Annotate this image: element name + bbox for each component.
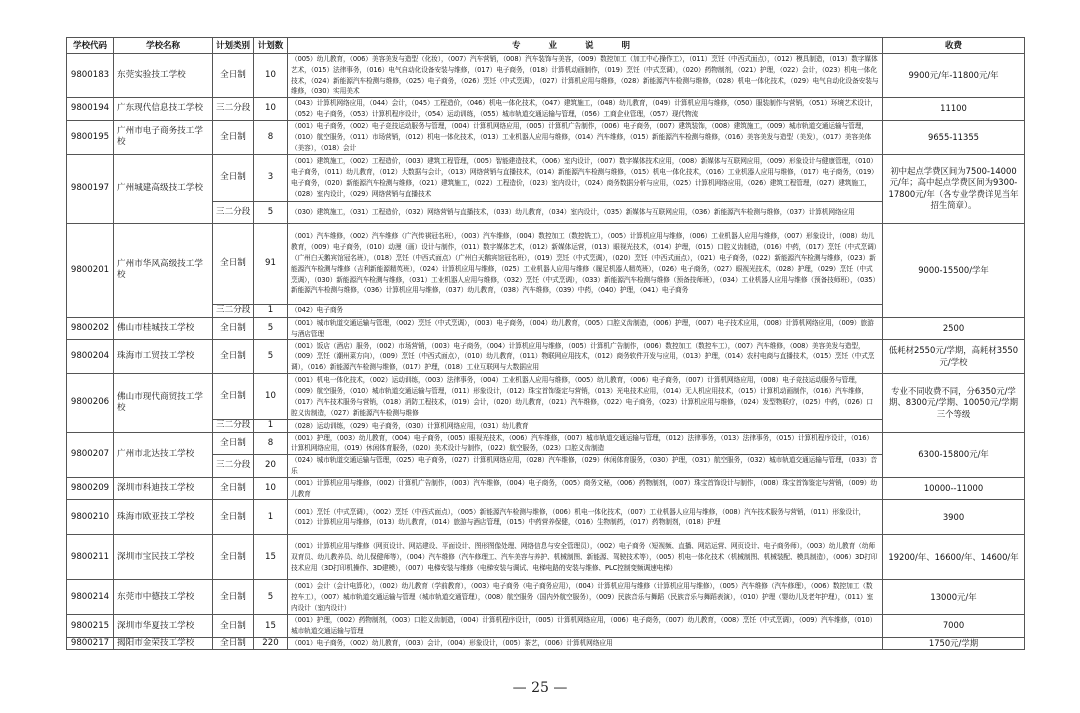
tuition-fee: 19200/年、16600/年、14600/年 — [883, 535, 1025, 580]
table-row — [67, 432, 1025, 455]
major-description: （001）计算机应用与维修，（002）计算机广告制作，（003）汽车维修，（004）电子商务，（005）商务文秘，（006）药物制剂，（007）珠宝首饰设计与制作，（008）珠宝首饰鉴定与营销，（009）幼儿教育 — [288, 477, 883, 500]
plan-count: 3 — [254, 154, 288, 201]
plan-count: 10 — [254, 374, 288, 420]
school-name: 深圳市华夏技工学校 — [114, 615, 213, 638]
school-name: 深圳市科迪技工学校 — [114, 477, 213, 500]
enrollment-table — [66, 37, 1025, 650]
table-row — [67, 580, 1025, 615]
major-description: （024）城市轨道交通运输与管理，（025）电子商务，（027）计算机网络应用，（028）汽车维修，（029）休闲体育服务，（030）护理，（031）航空服务，（032）城市轨道交通运输与管理，（033）音乐 — [288, 455, 883, 478]
table-row — [67, 54, 1025, 98]
school-name: 珠海市工贸技工学校 — [114, 340, 213, 374]
plan-type: 全日制 — [213, 374, 254, 420]
major-description: （001）护理，（002）药物制剂，（003）口腔义齿制造，（004）计算机程序设计，（005）计算机网络应用，（006）电子商务，（007）幼儿教育，（008）烹饪（中式烹调），（009）汽车维修，（010）城市轨道交通运输与管理 — [288, 615, 883, 638]
major-description: （001）城市轨道交通运输与管理，（002）烹饪（中式烹调），（003）电子商务，（004）幼儿教育，（005）口腔义齿制造，（006）护理，（007）电子技术应用，（008）计算机网络应用，（009）旅游与酒店管理 — [288, 317, 883, 340]
plan-count: 1 — [254, 420, 288, 432]
major-description: （001）电子商务，（002）电子竞技运动服务与管理，（004）计算机网络应用，（005）计算机广告制作，（006）电子商务，（007）建筑装饰，（008）建筑施工，（009）城市轨道交通运输与管理，（010）航空服务，（011）市场营销，（012）机电一体化技术，（013）工业机器人应用与维修，（014）汽车维修，（015）新能源汽车检测与维修，（016）美容美发与造型（美发），（017）美容美体（美容），（018）会计 — [288, 120, 883, 154]
plan-type: 全日制 — [213, 54, 254, 98]
school-code: 9800197 — [67, 154, 114, 223]
major-description: （001）建筑施工，（002）工程造价，（003）建筑工程管理，（005）智能建造技术，（006）室内设计，（007）数字媒体技术应用，（008）新媒体与互联网应用，（009）形象设计与健康管理，（010）电子商务，（011）幼儿教育，（012）大数据与会计，（013）网络营销与直播技术，（014）新能源汽车检测与维修，（015）机电一体化技术，（016）工业机器人应用与维修，（017）电子商务，（019）电子商务，（020）新能源汽车检测与维修，（021）建筑施工，（022）工程造价，（023）室内设计，（024）商务数据分析与应用，（025）计算机网络应用，（026）建筑工程管理，（027）建筑施工，（028）室内设计，（029）网络营销与直播技术 — [288, 154, 883, 201]
major-description: （030）建筑施工，（031）工程造价，（032）网络营销与直播技术，（033）幼儿教育，（034）室内设计，（035）新媒体与互联网应用，（036）新能源汽车检测与维修，（037）计算机网络应用 — [288, 201, 883, 223]
table-row — [67, 477, 1025, 500]
plan-count: 220 — [254, 637, 288, 650]
header-fee: 收费 — [883, 38, 1025, 54]
table-row — [67, 120, 1025, 154]
tuition-fee: 9655-11355 — [883, 120, 1025, 154]
plan-type: 全日制 — [213, 120, 254, 154]
major-description: （043）计算机网络应用，（044）会计，（045）工程造价，（046）机电一体化技术，（047）建筑施工，（048）幼儿教育，（049）计算机应用与维修，（050）服装制作与营销，（051）环境艺术设计，（052）电子商务，（053）计算机程序设计，（054）运动训练，（055）城市轨道交通运输与管理，（056）工商企业管理，（057）现代物流 — [288, 98, 883, 121]
plan-count: 10 — [254, 98, 288, 121]
major-description: （001）机电一体化技术，（002）运动训练，（003）法律事务，（004）工业机器人应用与维修，（005）幼儿教育，（006）电子商务，（007）计算机网络应用，（008）电子竞技运动服务与管理，（009）航空服务，（010）城市轨道交通运输与管理，（011）形象设计，（012）珠宝首饰鉴定与营销，（013）光电技术应用，（014）无人机应用技术，（015）计算机动画制作，（016）汽车维修，（017）汽车技术服务与营销，（018）消防工程技术，（019）会计，（020）幼儿教育，（021）汽车维修，（022）电子商务，（023）计算机应用与维修，（024）发型物联疗，（025）中药，（026）口腔义齿制造，（027）新能源汽车检测与维修 — [288, 374, 883, 420]
school-name: 广州市北达技工学校 — [114, 432, 213, 477]
school-name: 广州城建高级技工学校 — [114, 154, 213, 223]
plan-count: 8 — [254, 120, 288, 154]
tuition-fee: 7000 — [883, 615, 1025, 638]
school-code: 9800217 — [67, 637, 114, 650]
major-description: （042）电子商务 — [288, 304, 883, 317]
school-name: 佛山市桂城技工学校 — [114, 317, 213, 340]
tuition-fee: 10000--11000 — [883, 477, 1025, 500]
table-row — [67, 615, 1025, 638]
plan-type: 全日制 — [213, 637, 254, 650]
plan-type: 全日制 — [213, 500, 254, 535]
tuition-fee: 3900 — [883, 500, 1025, 535]
page-number: — 25 — — [512, 680, 568, 696]
plan-count: 15 — [254, 535, 288, 580]
major-description: （001）护理，（003）幼儿教育，（004）电子商务，（005）眼视光技术，（006）汽车维修，（007）城市轨道交通运输与管理，（012）法律事务，（013）法律事务，（015）计算机程序设计，（016）计算机网络应用，（019）休闲体育服务，（020）美术设计与制作，（022）航空服务，（023）口腔义齿制造 — [288, 432, 883, 455]
plan-type: 三二分段 — [213, 201, 254, 223]
school-code: 9800202 — [67, 317, 114, 340]
tuition-fee: 9900元/年-11800元/年 — [883, 54, 1025, 98]
table-row — [67, 340, 1025, 374]
plan-type: 三二分段 — [213, 455, 254, 478]
school-name: 广州市电子商务技工学校 — [114, 120, 213, 154]
plan-count: 5 — [254, 340, 288, 374]
plan-type: 全日制 — [213, 477, 254, 500]
header-plan-type: 计划类别 — [213, 38, 254, 54]
major-description: （001）计算机应用与维修（网页设计、网站建设、平面设计、图形图像处理、网络信息与安全管理员），（002）电子商务（短视频、直播、网站运营、网页设计、电子商务师），（003）幼儿教育（幼师双育员、幼儿教养员、幼儿保健师等），（004）汽车维修（汽车修理工、汽车美容与养护、机械制图、新能源、驾驶技术等），（005）机电一体化技术（机械制图、机械装配、模具制造），（006）3D打印技术应用（3D打印机操作、3D建模），（007）电梯安装与维修（电梯安装与调试、电梯电路的安装与维修、PLC控制变频调速电梯） — [288, 535, 883, 580]
plan-type: 全日制 — [213, 615, 254, 638]
tuition-fee: 9000-15500/学年 — [883, 223, 1025, 317]
plan-type: 全日制 — [213, 223, 254, 304]
plan-type: 三二分段 — [213, 420, 254, 432]
plan-type: 全日制 — [213, 154, 254, 201]
plan-type: 全日制 — [213, 317, 254, 340]
plan-type: 全日制 — [213, 340, 254, 374]
tuition-fee: 2500 — [883, 317, 1025, 340]
school-name: 佛山市现代商贸技工学校 — [114, 374, 213, 432]
school-name: 揭阳市金荣技工学校 — [114, 637, 213, 650]
plan-type: 三二分段 — [213, 98, 254, 121]
table-row — [67, 637, 1025, 650]
plan-count: 1 — [254, 304, 288, 317]
plan-type: 全日制 — [213, 432, 254, 455]
school-name: 深圳市宝民技工学校 — [114, 535, 213, 580]
school-code: 9800209 — [67, 477, 114, 500]
school-code: 9800204 — [67, 340, 114, 374]
tuition-fee: 专业不同收费不同，分6350元/学期、8300元/学期、10050元/学期三个等级 — [883, 374, 1025, 432]
plan-type: 三二分段 — [213, 304, 254, 317]
major-description: （001）会计（会计电算化），（002）幼儿教育（学前教育），（003）电子商务（电子商务应用），（004）计算机应用与维修（计算机应用与维修），（005）汽车维修（汽车修理），（006）数控加工（数控车工），（007）城市轨道交通运输与管理（城市轨道交通管理），（008）航空服务（国内外航空服务），（009）民族音乐与舞蹈（民族音乐与舞蹈表演），（010）护理（婴幼儿及老年护理），（011）室内设计（室内设计） — [288, 580, 883, 615]
major-description: （001）烹饪（中式烹调），（002）烹饪（中西式面点），（005）新能源汽车检测与维修，（006）机电一体化技术，（007）工业机器人应用与维修，（008）汽车技术服务与营销，（011）形象设计，（012）计算机应用与维修，（013）幼儿教育，（014）旅游与酒店管理，（015）中药营养保健，（016）生物制药，（017）药物制剂，（018）护理 — [288, 500, 883, 535]
plan-type: 全日制 — [213, 580, 254, 615]
header-major-description: 专业说明 — [288, 38, 883, 54]
school-code: 9800194 — [67, 98, 114, 121]
school-name: 广东现代信息技工学校 — [114, 98, 213, 121]
table-row — [67, 535, 1025, 580]
school-code: 9800210 — [67, 500, 114, 535]
school-name: 东莞市中德技工学校 — [114, 580, 213, 615]
plan-count: 10 — [254, 477, 288, 500]
school-code: 9800183 — [67, 54, 114, 98]
major-description: （005）幼儿教育，（006）美容美发与造型（化妆），（007）汽车营销，（008）汽车装饰与美容，（009）数控加工（加工中心操作工），（011）烹饪（中西式面点），（012）模具制造，（013）数字媒体艺术，（015）法律事务，（016）电气自动化设备安装与维修，（017）电子商务，（018）计算机动画制作，（019）烹饪（中式烹调），（020）药物制剂，（021）护理，（022）会计，（023）机电一体化技术，（024）新能源汽车检测与维修，（025）电子商务，（026）烹饪（中式烹调），（027）计算机应用与维修，（028）新能源汽车检测与维修，（028）机电一体化技术，（029）电气自动化设备安装与维修，（030）实用美术 — [288, 54, 883, 98]
tuition-fee: 11100 — [883, 98, 1025, 121]
header-school-code: 学校代码 — [67, 38, 114, 54]
table-row — [67, 98, 1025, 121]
plan-count: 91 — [254, 223, 288, 304]
tuition-fee: 1750元/学期 — [883, 637, 1025, 650]
header-plan-count: 计划数 — [254, 38, 288, 54]
tuition-fee: 初中起点学费区间为7500-14000元/年；高中起点学费区间为9300-17800元/年（各专业学费详见当年招生简章）。 — [883, 154, 1025, 223]
plan-count: 5 — [254, 317, 288, 340]
table-row — [67, 223, 1025, 304]
tuition-fee: 13000元/年 — [883, 580, 1025, 615]
school-name: 东莞实验技工学校 — [114, 54, 213, 98]
table-row — [67, 500, 1025, 535]
tuition-fee: 6300-15800元/年 — [883, 432, 1025, 477]
plan-count: 15 — [254, 615, 288, 638]
table-row — [67, 317, 1025, 340]
tuition-fee: 低耗材2550元/学期，高耗材3550元/学校 — [883, 340, 1025, 374]
plan-count: 1 — [254, 500, 288, 535]
plan-count: 5 — [254, 580, 288, 615]
table-row — [67, 154, 1025, 201]
plan-count: 20 — [254, 455, 288, 478]
school-code: 9800211 — [67, 535, 114, 580]
enrollment-plan-sheet — [66, 37, 1024, 650]
school-name: 广州市华风高级技工学校 — [114, 223, 213, 317]
table-header-row — [67, 38, 1025, 54]
major-description: （028）运动训练，（029）电子商务，（030）计算机网络应用，（031）幼儿教育 — [288, 420, 883, 432]
plan-count: 10 — [254, 54, 288, 98]
school-code: 9800214 — [67, 580, 114, 615]
plan-count: 8 — [254, 432, 288, 455]
school-name: 珠海市欧亚技工学校 — [114, 500, 213, 535]
school-code: 9800207 — [67, 432, 114, 477]
school-code: 9800206 — [67, 374, 114, 432]
major-description: （001）电子商务，（002）幼儿教育，（003）会计，（004）形象设计，（005）茶艺，（006）计算机网络应用 — [288, 637, 883, 650]
header-school-name: 学校名称 — [114, 38, 213, 54]
major-description: （001）汽车维修，（002）汽车维修（广汽传祺冠名班），（003）汽车维修，（004）数控加工（数控铣工），（005）计算机应用与维修，（006）工业机器人应用与维修，（007）形象设计，（008）幼儿教育，（009）电子商务，（010）动漫（画）设计与制作，（011）数字媒体艺术，（012）新媒体运营，（013）眼视光技术，（014）护理，（015）口腔义齿制造，（016）中药，（017）烹饪（中式烹调）（广州白天鹅宾馆冠名班），（018）烹饪（中西式面点）（广州白天鹅宾馆冠名班），（019）烹饪（中式烹调），（020）烹饪（中西式面点），（021）电子商务，（022）新能源汽车检测与维修，（023）新能源汽车检测与维修（吉利新能源精英班），（024）计算机应用与维修，（025）工业机器人应用与维修（履足机器人精英班），（026）电子商务，（027）眼视光技术，（028）护理，（029）烹饪（中式烹调），（030）新能源汽车检测与维修，（031）工业机器人应用与维修，（032）烹饪（中式烹调），（033）新能源汽车检测与维修（预备技师班），（034）工业机器人应用与维修（预备技师班），（035）新能源汽车检测与维修，（036）计算机应用与维修，（037）幼儿教育，（038）汽车维修，（039）中药，（040）护理，（041）电子商务 — [288, 223, 883, 304]
school-code: 9800215 — [67, 615, 114, 638]
school-code: 9800201 — [67, 223, 114, 317]
school-code: 9800195 — [67, 120, 114, 154]
plan-count: 5 — [254, 201, 288, 223]
plan-type: 全日制 — [213, 535, 254, 580]
major-description: （001）饭店（酒店）服务，（002）市场营销，（003）电子商务，（004）计算机应用与维修，（005）计算机广告制作，（006）数控加工（数控车工），（007）汽车维修，（008）美容美发与造型，（009）烹饪（潮州菜方向），（009）烹饪（中西式面点），（010）幼儿教育，（011）物联网应用技术，（012）商务软件开发与应用，（013）护理，（014）农村电商与直播技术，（015）烹饪（中式烹调），（016）新能源汽车检测与维修，（017）护理，（018）工业互联网与大数据应用 — [288, 340, 883, 374]
table-row — [67, 374, 1025, 420]
